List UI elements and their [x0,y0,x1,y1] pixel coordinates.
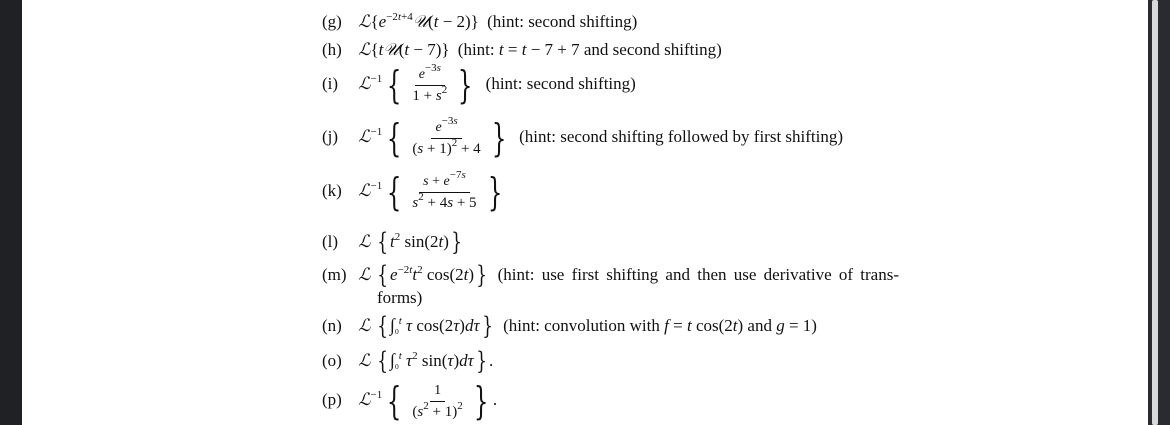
math-expression: ℒ { $\int_0^t$ τ cos(2τ)dτ} [358,312,493,340]
scrollbar-thumb[interactable] [1152,0,1158,425]
vertical-scrollbar[interactable] [1148,0,1170,425]
item-label: (g) [322,12,342,31]
item-label: (p) [322,389,342,409]
math-expression: $ℒ\{e^{-2t+4}𝒰(t - 2)\}$ [358,11,479,32]
item-label: (m) [322,265,347,284]
math-expression: ℒ { $\int_0^t$ $\tau^2$ sin(τ)dτ} . [358,347,494,375]
math-expression: ℒ { $t^2$ sin(2t)} [358,228,462,256]
exercise-p [322,379,498,423]
hint-text: (hint: second shifting) [487,12,638,31]
item-label: (k) [322,180,342,200]
hint-text: (hint: convolution with f = t cos(2t) and g = 1) [503,316,817,335]
exercise-m [322,263,899,287]
exercise-j [322,114,844,160]
math-expression: ℒ { $e^{-2t}t^2$ cos(2t)} [358,261,488,289]
math-expression: ℒ$^{-1}$ { $\frac{1}{(s^2 + 1)^2}$ } . [358,379,498,423]
item-label: (j) [322,126,339,146]
math-expression: ℒ$^{-1}$ { $\frac{e^{-3s}}{(s + 1)^2 + 4}$ } [358,114,507,160]
exercise-g [322,12,637,32]
hint-text: (hint: second shifting followed by first shifting) [519,126,844,146]
item-label: (n) [322,316,342,335]
hint-text: (hint: use first shifting and then use derivative of trans- [497,265,899,284]
document-page [22,0,1148,425]
item-label: (l) [322,232,339,251]
math-expression: ℒ$^{-1}$ { $\frac{e^{-3s}}{1 + s^2}$ } [358,61,473,107]
math-expression: ℒ{t𝒰(t − 7)} [358,40,450,60]
exercise-o [322,349,493,373]
hint-continuation: forms) [377,288,423,307]
item-label: (o) [322,351,342,370]
hint-text: (hint: t = t − 7 + 7 and second shifting) [457,40,722,59]
hint-text: (hint: second shifting) [485,73,636,93]
exercise-n [322,314,817,338]
item-label: (i) [322,73,339,93]
item-label: (h) [322,40,342,59]
exercise-i [322,61,636,107]
exercise-k [322,168,507,214]
exercise-h [322,40,722,60]
exercise-l [322,230,464,254]
math-expression: ℒ$^{-1}$ { $\frac{s + e^{-7s}}{s^2 + 4s + 5}$ } [358,168,502,214]
